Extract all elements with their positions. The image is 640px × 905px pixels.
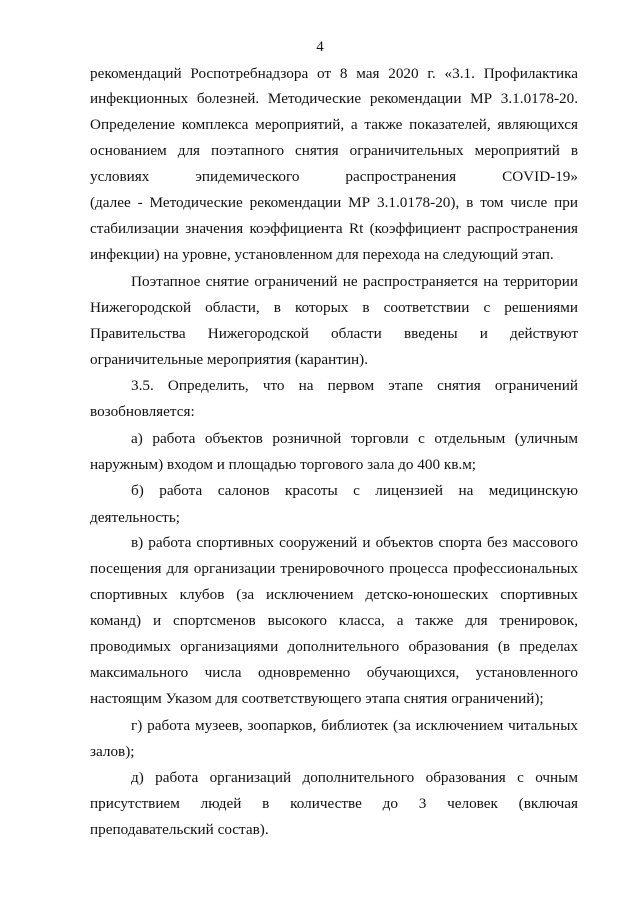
text-line: Определение комплекса мероприятий, а также показателей, являющихся	[90, 116, 578, 133]
text-line: максимального числа одновременно обучающихся, установленного	[90, 664, 578, 681]
text-line: посещения для организации тренировочного процесса профессиональных	[90, 560, 578, 577]
page-number: 4	[316, 39, 324, 55]
text-line: в) работа спортивных сооружений и объектов спорта без массового	[131, 534, 578, 551]
text-line: инфекции) на уровне, установленном для перехода на следующий этап.	[90, 246, 554, 263]
text-line: присутствием людей в количестве до 3 человек (включая	[90, 795, 578, 812]
text-line: настоящим Указом для соответствующего этапа снятия ограничений);	[90, 690, 544, 707]
text-line: инфекционных болезней. Методические рекомендации МР 3.1.0178-20.	[90, 90, 578, 107]
text-line: спортивных клубов (за исключением детско-юношеских спортивных	[90, 586, 578, 603]
text-line: возобновляется:	[90, 403, 195, 420]
text-line: г) работа музеев, зоопарков, библиотек (за исключением читальных	[131, 717, 578, 734]
text-line: проводимых организациями дополнительного образования (в пределах	[90, 638, 578, 655]
text-line: рекомендаций Роспотребнадзора от 8 мая 2020 г. «3.1. Профилактика	[90, 65, 578, 82]
text-line: а) работа объектов розничной торговли с отдельным (уличным	[131, 430, 578, 447]
text-line: преподавательский состав).	[90, 821, 269, 838]
text-line: деятельность;	[90, 509, 180, 526]
text-line: залов);	[90, 743, 135, 760]
text-line: б) работа салонов красоты с лицензией на медицинскую	[131, 482, 578, 499]
text-line: наружным) входом и площадью торгового зала до 400 кв.м;	[90, 456, 477, 473]
text-line: условиях эпидемического распространения COVID-19»	[90, 168, 578, 185]
text-line: команд) и спортсменов высокого класса, а также для тренировок,	[90, 612, 578, 629]
text-line: основанием для поэтапного снятия ограничительных мероприятий в	[90, 142, 578, 159]
text-line: Правительства Нижегородской области введены и действуют	[90, 325, 578, 342]
text-line: Нижегородской области, в которых в соответствии с решениями	[90, 299, 578, 316]
text-line: д) работа организаций дополнительного образования с очным	[131, 769, 578, 786]
text-line: Поэтапное снятие ограничений не распространяется на территории	[131, 273, 578, 290]
text-line: стабилизации значения коэффициента Rt (коэффициент распространения	[90, 220, 578, 237]
text-line: (далее - Методические рекомендации МР 3.1.0178-20), в том числе при	[90, 194, 578, 211]
text-line: 3.5. Определить, что на первом этапе снятия ограничений	[131, 377, 578, 394]
text-line: ограничительные мероприятия (карантин).	[90, 351, 369, 368]
